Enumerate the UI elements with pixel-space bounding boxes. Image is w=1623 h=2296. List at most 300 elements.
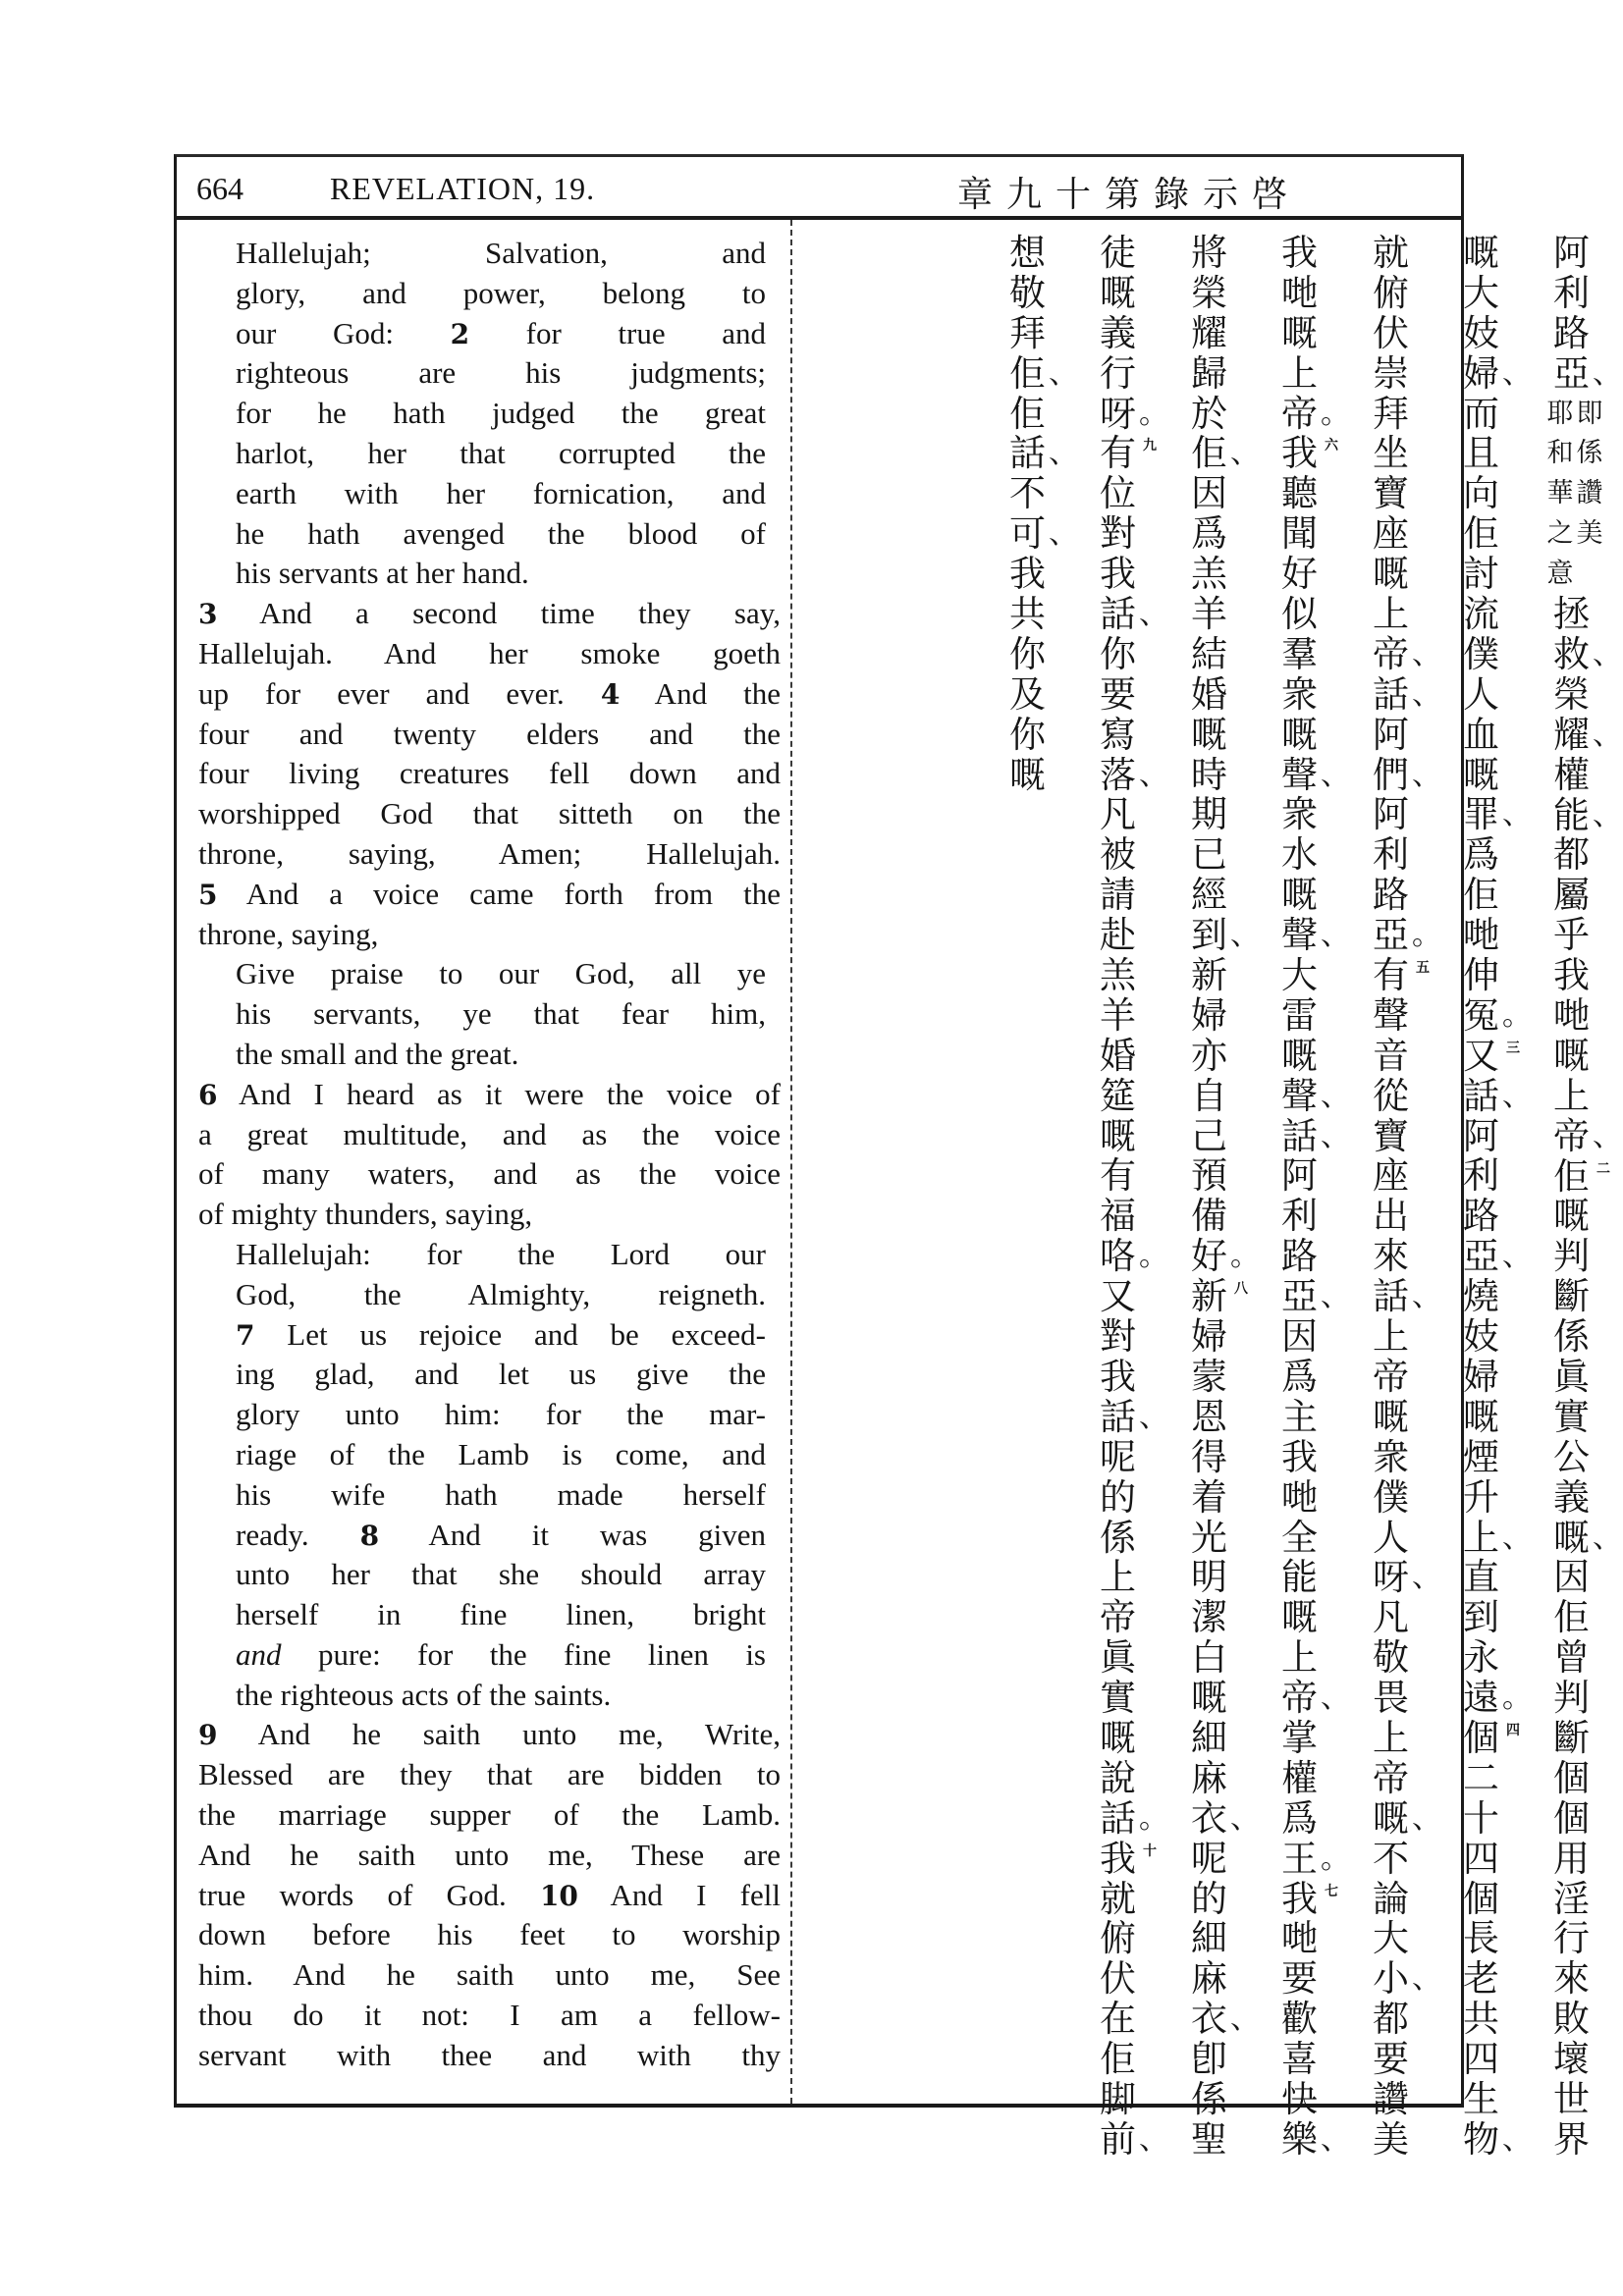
punctuation-mark: 、: [1502, 2121, 1532, 2157]
chinese-column: [1009, 232, 1078, 796]
chinese-character: 呀 、: [1373, 1556, 1441, 1599]
chinese-character: 畏: [1373, 1677, 1409, 1720]
chinese-character: 妓: [1463, 1315, 1499, 1359]
chinese-character: 有 九: [1100, 434, 1159, 474]
page-header: [177, 157, 1461, 220]
chinese-character: 好: [1281, 553, 1318, 596]
chinese-character: 四: [1463, 2038, 1499, 2081]
chinese-character: 麻: [1191, 1957, 1227, 2001]
chinese-character: 得: [1191, 1435, 1227, 1478]
chinese-character: 快: [1281, 2077, 1318, 2120]
chinese-character: 伸: [1463, 954, 1499, 997]
chinese-character: 人: [1373, 1516, 1409, 1559]
punctuation-mark: 、: [1412, 676, 1441, 712]
chinese-character: 共: [1009, 593, 1046, 636]
chinese-character: 要: [1281, 1957, 1318, 2001]
italic-text: and: [236, 1636, 282, 1672]
chinese-character: 就: [1100, 1877, 1136, 1920]
verse-number: 5: [198, 878, 218, 911]
chinese-character: 話 、: [1281, 1114, 1350, 1157]
punctuation-mark: 、: [1139, 757, 1168, 792]
english-line: [198, 1715, 781, 1755]
chinese-character: 話 、: [1009, 432, 1078, 475]
chinese-character: 實: [1100, 1677, 1136, 1720]
verse-text: his servants, ye that fear him,: [236, 996, 766, 1032]
chinese-character: 上: [1553, 1074, 1590, 1117]
chinese-character: 大: [1373, 1917, 1409, 1960]
chinese-character: 聲 、: [1281, 914, 1350, 957]
chinese-character: 阿: [1463, 1114, 1499, 1157]
chinese-character: 上 、: [1463, 1516, 1532, 1559]
chinese-character: 路: [1373, 874, 1409, 917]
verse-text: for true and: [469, 315, 766, 350]
chinese-character: 敬: [1373, 1636, 1409, 1680]
chinese-character: 佢: [1553, 1596, 1590, 1639]
english-line: [198, 634, 781, 674]
chinese-character: 因: [1553, 1556, 1590, 1599]
chinese-character: 救 、: [1553, 632, 1622, 675]
chinese-character: 婚: [1191, 672, 1227, 716]
chinese-character: 崇: [1373, 351, 1409, 395]
verse-text: And the: [620, 675, 781, 711]
verse-number: 3: [198, 598, 218, 631]
chinese-character: 亞 、: [1281, 1275, 1350, 1318]
verse-text: righteous are his judgments;: [236, 355, 766, 391]
punctuation-mark: 。: [1139, 396, 1168, 431]
english-line: [198, 1195, 781, 1235]
chinese-character: 僕: [1463, 632, 1499, 675]
english-line: [198, 994, 766, 1035]
verse-text: Hallelujah: for the Lord our: [236, 1236, 766, 1271]
english-line: [198, 394, 766, 434]
chinese-character: 行: [1100, 351, 1136, 395]
chinese-character: 呢: [1191, 1837, 1227, 1880]
chinese-character: 聲 、: [1281, 1074, 1350, 1117]
chinese-character: 寶: [1373, 1114, 1409, 1157]
chinese-character: 哋: [1281, 1917, 1318, 1960]
chinese-character: 因: [1281, 1315, 1318, 1359]
punctuation-mark: 。: [1502, 1681, 1532, 1716]
chinese-character: 敬: [1009, 271, 1046, 314]
verse-text: And it was given: [379, 1517, 766, 1552]
english-line: [198, 554, 766, 594]
chinese-character: 時: [1191, 753, 1227, 796]
chinese-character: 及: [1009, 672, 1046, 716]
chinese-character: 麻: [1191, 1756, 1227, 1799]
chinese-character: 我: [1009, 553, 1046, 596]
chinese-character: 王 。: [1281, 1837, 1350, 1880]
chinese-character: 我 十: [1100, 1840, 1159, 1880]
interlinear-note: [1545, 395, 1604, 596]
verse-text: pure: for the fine linen is: [281, 1636, 766, 1672]
verse-text: up for ever and ever.: [198, 675, 601, 711]
chinese-character: 帝 。: [1281, 392, 1350, 435]
chinese-character: 血: [1463, 713, 1499, 756]
chinese-character: 公: [1553, 1435, 1590, 1478]
chinese-character: 咯 。: [1100, 1235, 1168, 1278]
chinese-character: 被: [1100, 833, 1136, 877]
chinese-character: 從: [1373, 1074, 1409, 1117]
chinese-character: 嘅: [1463, 1395, 1499, 1438]
chinese-text-columns: [805, 232, 1622, 2161]
chinese-character: 全: [1281, 1516, 1318, 1559]
chinese-character: 敗: [1553, 1998, 1590, 2041]
punctuation-mark: 、: [1593, 355, 1622, 391]
punctuation-mark: 。: [1412, 918, 1441, 953]
chinese-character: 佢 、: [1009, 351, 1078, 395]
chinese-character: 你: [1009, 713, 1046, 756]
chinese-character: 徒: [1100, 232, 1136, 274]
punctuation-mark: 、: [1049, 355, 1078, 391]
chinese-character: 拜: [1009, 311, 1046, 354]
chinese-character: 歡: [1281, 1998, 1318, 2041]
chinese-character: 而: [1463, 392, 1499, 435]
chinese-character: 判: [1553, 1235, 1590, 1278]
verse-text: him. And he saith unto me, See: [198, 1957, 781, 1993]
chinese-character: 哋: [1281, 1475, 1318, 1519]
verse-number: 10: [539, 1879, 578, 1912]
chinese-character: 座: [1373, 512, 1409, 556]
chinese-character: 嘅: [1191, 1677, 1227, 1720]
chinese-character: 話 、: [1100, 593, 1168, 636]
chinese-character: 用: [1553, 1837, 1590, 1880]
chinese-character: 嘅: [1553, 1034, 1590, 1077]
chinese-character: 可 、: [1009, 512, 1078, 556]
punctuation-mark: 。: [1321, 396, 1350, 431]
chinese-character: 冤 。: [1463, 993, 1532, 1037]
punctuation-mark: 、: [1502, 355, 1532, 391]
verse-number-marker: 五: [1416, 960, 1430, 977]
chinese-character: 佢: [1463, 874, 1499, 917]
chinese-column: [1281, 232, 1350, 2161]
chinese-character: 爲: [1191, 512, 1227, 556]
chinese-character: 我: [1281, 232, 1318, 274]
chinese-character: 亦: [1191, 1034, 1227, 1077]
chinese-character: 嘅 、: [1373, 1796, 1441, 1840]
chinese-character: 個: [1463, 1877, 1499, 1920]
chinese-character: 福: [1100, 1195, 1136, 1238]
chinese-character: 小 、: [1373, 1957, 1441, 2001]
chinese-character: 僕: [1373, 1475, 1409, 1519]
english-line: [198, 834, 781, 875]
punctuation-mark: 、: [1049, 516, 1078, 552]
chinese-character: 義: [1553, 1475, 1590, 1519]
verse-text: a great multitude, and as the voice: [198, 1116, 781, 1151]
chinese-character: 乎: [1553, 914, 1590, 957]
chinese-character: 不: [1373, 1837, 1409, 1880]
chinese-character: 阿: [1281, 1154, 1318, 1198]
verse-text: God, the Almighty, reigneth.: [236, 1276, 766, 1311]
chinese-character: 我: [1100, 1355, 1136, 1398]
chinese-character: 座: [1373, 1154, 1409, 1198]
punctuation-mark: 、: [1502, 1520, 1532, 1555]
chinese-character: 聞: [1281, 512, 1318, 556]
english-line: [198, 1115, 781, 1155]
chinese-character: 二: [1463, 1756, 1499, 1799]
chinese-character: 嘅 、: [1553, 1516, 1622, 1559]
verse-text: Hallelujah; Salvation, and: [236, 236, 766, 270]
verse-text: down before his feet to worship: [198, 1917, 781, 1952]
chinese-character: 利: [1553, 271, 1590, 314]
chinese-character: 又: [1100, 1275, 1136, 1318]
chinese-character: 係: [1191, 2077, 1227, 2120]
verse-text: ing glad, and let us give the: [236, 1357, 766, 1392]
punctuation-mark: 、: [1321, 2121, 1350, 2157]
chinese-character: 係: [1553, 1315, 1590, 1359]
chinese-character: 四: [1463, 1837, 1499, 1880]
chinese-character: 出: [1373, 1195, 1409, 1238]
chinese-character: 嘅: [1100, 1716, 1136, 1759]
chinese-character: 界: [1553, 2117, 1590, 2161]
english-line: [198, 1795, 781, 1836]
chinese-character: 好 。: [1191, 1235, 1260, 1278]
chinese-character: 我: [1553, 954, 1590, 997]
punctuation-mark: 、: [1321, 757, 1350, 792]
chinese-character: 耀: [1191, 311, 1227, 354]
chinese-character: 婦: [1191, 993, 1227, 1037]
chinese-character: 筵: [1100, 1074, 1136, 1117]
chinese-character: 行: [1553, 1917, 1590, 1960]
chinese-character: 落 、: [1100, 753, 1168, 796]
verse-text: And he saith unto me, These are: [198, 1837, 781, 1872]
english-line: [198, 1996, 781, 2036]
english-line: [198, 1435, 766, 1475]
punctuation-mark: 、: [1321, 1279, 1350, 1314]
chinese-character: 上: [1281, 1636, 1318, 1680]
chinese-character: 能 、: [1553, 793, 1622, 836]
punctuation-mark: 、: [1321, 1078, 1350, 1113]
chinese-character: 妓: [1463, 311, 1499, 354]
chinese-character: 燒: [1463, 1275, 1499, 1318]
chinese-character: 論: [1373, 1877, 1409, 1920]
verse-number: 7: [236, 1318, 255, 1352]
chinese-character: 榮: [1191, 271, 1227, 314]
english-line: [198, 1355, 766, 1395]
english-line: [198, 1555, 766, 1595]
punctuation-mark: 、: [1412, 1800, 1441, 1836]
note-column: 耶 和 華 之 意: [1546, 398, 1574, 590]
english-line: [198, 2036, 781, 2076]
chinese-character: 帝: [1100, 1596, 1136, 1639]
chinese-character: 俯: [1373, 271, 1409, 314]
chinese-character: 我 六: [1281, 434, 1340, 474]
chinese-character: 蒙: [1191, 1355, 1227, 1398]
verse-text: four living creatures fell down and: [198, 756, 781, 791]
chinese-character: 世: [1553, 2078, 1590, 2121]
chinese-character: 佢 二: [1553, 1157, 1612, 1198]
chinese-character: 我 七: [1281, 1880, 1340, 1920]
punctuation-mark: 、: [1593, 636, 1622, 671]
verse-number-marker: 九: [1143, 438, 1157, 454]
verse-text: unto her that she should array: [236, 1557, 766, 1592]
chinese-character: 婦: [1191, 1315, 1227, 1359]
english-text-column: [198, 234, 783, 2076]
chinese-character: 結: [1191, 632, 1227, 675]
punctuation-mark: 。: [1139, 1239, 1168, 1274]
chinese-character: 聖: [1191, 2117, 1227, 2161]
english-line: [198, 434, 766, 474]
verse-text: And a second time they say,: [217, 596, 781, 631]
chinese-character: 衆: [1373, 1435, 1409, 1478]
verse-number-marker: 七: [1325, 1883, 1338, 1899]
english-line: [198, 1635, 766, 1676]
chinese-character: 流: [1463, 593, 1499, 636]
chinese-character: 嘅: [1281, 311, 1318, 354]
chinese-character: 期: [1191, 793, 1227, 836]
chinese-character: 呢: [1100, 1435, 1136, 1478]
verse-number-marker: 十: [1143, 1842, 1157, 1859]
chinese-character: 歸: [1191, 351, 1227, 395]
chinese-character: 的: [1100, 1475, 1136, 1519]
chinese-character: 對: [1100, 1315, 1136, 1359]
chinese-character: 能: [1281, 1556, 1318, 1599]
chinese-character: 伏: [1100, 1957, 1136, 2001]
chinese-character: 斷: [1553, 1275, 1590, 1318]
chinese-character: 似: [1281, 593, 1318, 636]
chinese-character: 着: [1191, 1475, 1227, 1519]
chinese-character: 亞 、: [1463, 1235, 1532, 1278]
chinese-character: 到: [1463, 1596, 1499, 1639]
chinese-character: 長: [1463, 1917, 1499, 1960]
chinese-character: 上: [1281, 351, 1318, 395]
chinese-character: 寶: [1373, 472, 1409, 515]
chinese-character: 美: [1373, 2117, 1409, 2161]
english-line: [198, 1755, 781, 1795]
chinese-character: 要: [1373, 2038, 1409, 2081]
chinese-character: 呀 。: [1100, 392, 1168, 435]
chinese-character: 老: [1463, 1957, 1499, 2001]
chinese-character: 哋: [1281, 271, 1318, 314]
punctuation-mark: 。: [1321, 1841, 1350, 1876]
chinese-character: 壞: [1553, 2038, 1590, 2081]
punctuation-mark: 、: [1593, 797, 1622, 832]
verse-number: 6: [198, 1078, 218, 1111]
punctuation-mark: 、: [1230, 1800, 1260, 1836]
chinese-character: 十: [1463, 1796, 1499, 1840]
note-column: 即 係 讚 美: [1576, 398, 1603, 550]
chinese-character: 實: [1553, 1395, 1590, 1438]
chinese-character: 嘅: [1281, 1596, 1318, 1639]
english-line: [198, 1035, 766, 1075]
punctuation-mark: 、: [1412, 1961, 1441, 1997]
chinese-character: 個: [1553, 1796, 1590, 1840]
chinese-character: 羣: [1281, 632, 1318, 675]
english-line: [198, 1676, 766, 1716]
chinese-character: 要: [1100, 672, 1136, 716]
chinese-character: 我: [1100, 553, 1136, 596]
chinese-character: 新: [1191, 954, 1227, 997]
chinese-column: [1546, 232, 1622, 2161]
chinese-character: 己: [1191, 1114, 1227, 1157]
running-title: REVELATION, 19.: [330, 171, 596, 206]
chinese-character: 個 四: [1463, 1719, 1522, 1759]
chinese-character: 不: [1009, 472, 1046, 515]
chinese-character: 明: [1191, 1556, 1227, 1599]
chinese-character: 對: [1100, 512, 1136, 556]
verse-text: thou do it not: I am a fellow-: [198, 1998, 781, 2033]
chinese-character: 衆: [1281, 672, 1318, 716]
english-line: [198, 1595, 766, 1635]
chinese-character: 嘅: [1100, 1114, 1136, 1157]
english-line: [198, 594, 781, 634]
chinese-character: 衣 、: [1191, 1796, 1260, 1840]
chinese-character: 凡: [1373, 1596, 1409, 1639]
english-line: [198, 915, 781, 955]
chinese-character: 斷: [1553, 1717, 1590, 1759]
chinese-character: 嘅: [1281, 713, 1318, 756]
verse-text: of mighty thunders, saying,: [198, 1197, 533, 1232]
punctuation-mark: 、: [1412, 1279, 1441, 1314]
chinese-character: 脚: [1100, 2077, 1136, 2120]
chinese-character: 我: [1281, 1435, 1318, 1478]
chinese-character: 拜: [1373, 392, 1409, 435]
chinese-character: 嘅: [1281, 1034, 1318, 1077]
chinese-character: 有 五: [1373, 956, 1432, 996]
chinese-character: 坐: [1373, 432, 1409, 475]
english-line: [198, 1075, 781, 1115]
english-line: [198, 954, 766, 994]
chinese-character: 新 八: [1191, 1277, 1250, 1317]
verse-text: four and twenty elders and the: [198, 716, 781, 751]
verse-text: throne, saying, Amen; Hallelujah.: [198, 835, 781, 871]
chinese-character: 哋: [1553, 993, 1590, 1037]
chinese-character: 又 三: [1463, 1037, 1522, 1077]
chinese-character: 細: [1191, 1917, 1227, 1960]
english-line: [198, 794, 781, 834]
chinese-character: 都: [1553, 833, 1590, 877]
chinese-character: 聲 、: [1281, 753, 1350, 796]
english-line: [198, 754, 781, 794]
english-line: [198, 1275, 766, 1315]
chinese-character: 說: [1100, 1756, 1136, 1799]
verse-text: worshipped God that sitteth on the: [198, 796, 781, 831]
chinese-character: 聽: [1281, 472, 1318, 515]
chinese-character: 樂 、: [1281, 2117, 1350, 2161]
chinese-character: 備: [1191, 1195, 1227, 1238]
english-line: [198, 514, 766, 555]
verse-text: And I fell: [577, 1877, 781, 1912]
english-line: [198, 674, 781, 715]
verse-text: servant with thee and with thy: [198, 2037, 781, 2072]
chinese-character: 水: [1281, 833, 1318, 877]
verse-text: ready.: [236, 1517, 360, 1552]
chinese-character: 經: [1191, 874, 1227, 917]
chinese-character: 上: [1373, 593, 1409, 636]
chinese-character: 直: [1463, 1556, 1499, 1599]
punctuation-mark: 、: [1049, 436, 1078, 471]
chinese-character: 婦: [1463, 1355, 1499, 1398]
chinese-character: 升: [1463, 1475, 1499, 1519]
english-line: [198, 875, 781, 915]
chinese-character: 耀 、: [1553, 713, 1622, 756]
chinese-character: 眞: [1100, 1636, 1136, 1680]
chinese-character: 話 、: [1373, 1275, 1441, 1318]
punctuation-mark: 、: [1412, 636, 1441, 671]
english-line: [198, 353, 766, 394]
chinese-character: 向: [1463, 472, 1499, 515]
verse-text: the small and the great.: [236, 1036, 519, 1071]
chinese-character: 白: [1191, 1636, 1227, 1680]
chinese-character: 就: [1373, 232, 1409, 274]
chinese-character: 們 、: [1373, 753, 1441, 796]
verse-number-marker: 三: [1506, 1040, 1520, 1056]
chinese-character: 爲: [1463, 833, 1499, 877]
chinese-character: 主: [1281, 1395, 1318, 1438]
chinese-character: 你: [1009, 632, 1046, 675]
chinese-character: 權: [1281, 1756, 1318, 1799]
chinese-character: 來: [1373, 1235, 1409, 1278]
punctuation-mark: 、: [1593, 1118, 1622, 1153]
